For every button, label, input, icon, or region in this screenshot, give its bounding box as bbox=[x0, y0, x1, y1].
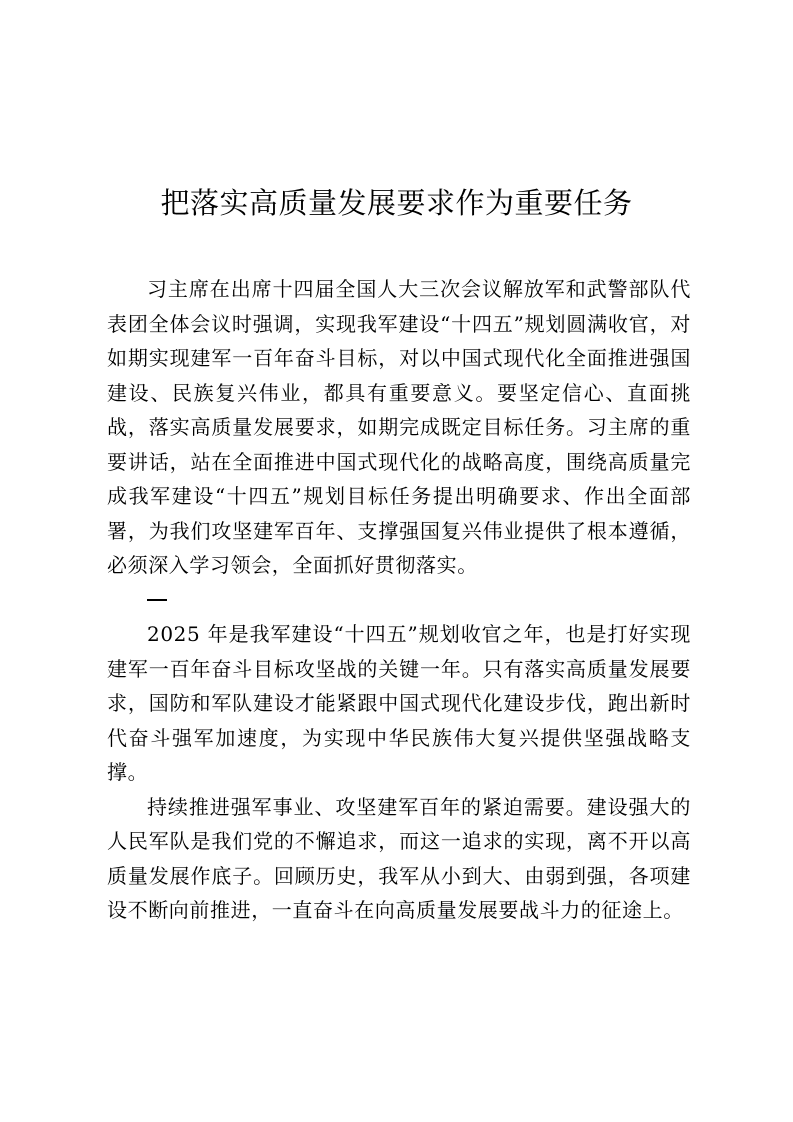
section-dash-mark bbox=[147, 599, 167, 601]
paragraph-urgent-need: 持续推进强军事业、攻坚建军百年的紧迫需要。建设强大的人民军队是我们党的不懈追求，而这一追求的实现，离不开以高质量发展作底子。回顾历史，我军从小到大、由弱到强，各项建设不断向前推进，一直奋斗在向高质量发展要战斗力的征途上。 bbox=[107, 794, 691, 922]
paragraph-intro: 习主席在出席十四届全国人大三次会议解放军和武警部队代表团全体会议时强调，实现我军建设“十四五”规划圆满收官，对如期实现建军一百年奋斗目标，对以中国式现代化全面推进强国建设、民族复兴伟业，都具有重要意义。要坚定信心、直面挑战，落实高质量发展要求，如期完成既定目标任务。习主席的重要讲话，站在全面推进中国式现代化的战略高度，围绕高质量完成我军建设“十四五”规划目标任务提出明确要求、作出全面部署，为我们攻坚建军百年、支撑强国复兴伟业提供了根本遵循，必须深入学习领会，全面抓好贯彻落实。 bbox=[107, 277, 691, 577]
document-title: 把落实高质量发展要求作为重要任务 bbox=[160, 186, 633, 220]
section-marker bbox=[107, 583, 691, 618]
document-body bbox=[107, 272, 691, 928]
paragraph-2025: 2025 年是我军建设“十四五”规划收官之年，也是打好实现建军一百年奋斗目标攻坚战的关键一年。只有落实高质量发展要求，国防和军队建设才能紧跟中国式现代化建设步伐，跑出新时代奋斗强军加速度，为实现中华民族伟大复兴提供坚强战略支撑。 bbox=[107, 622, 691, 784]
